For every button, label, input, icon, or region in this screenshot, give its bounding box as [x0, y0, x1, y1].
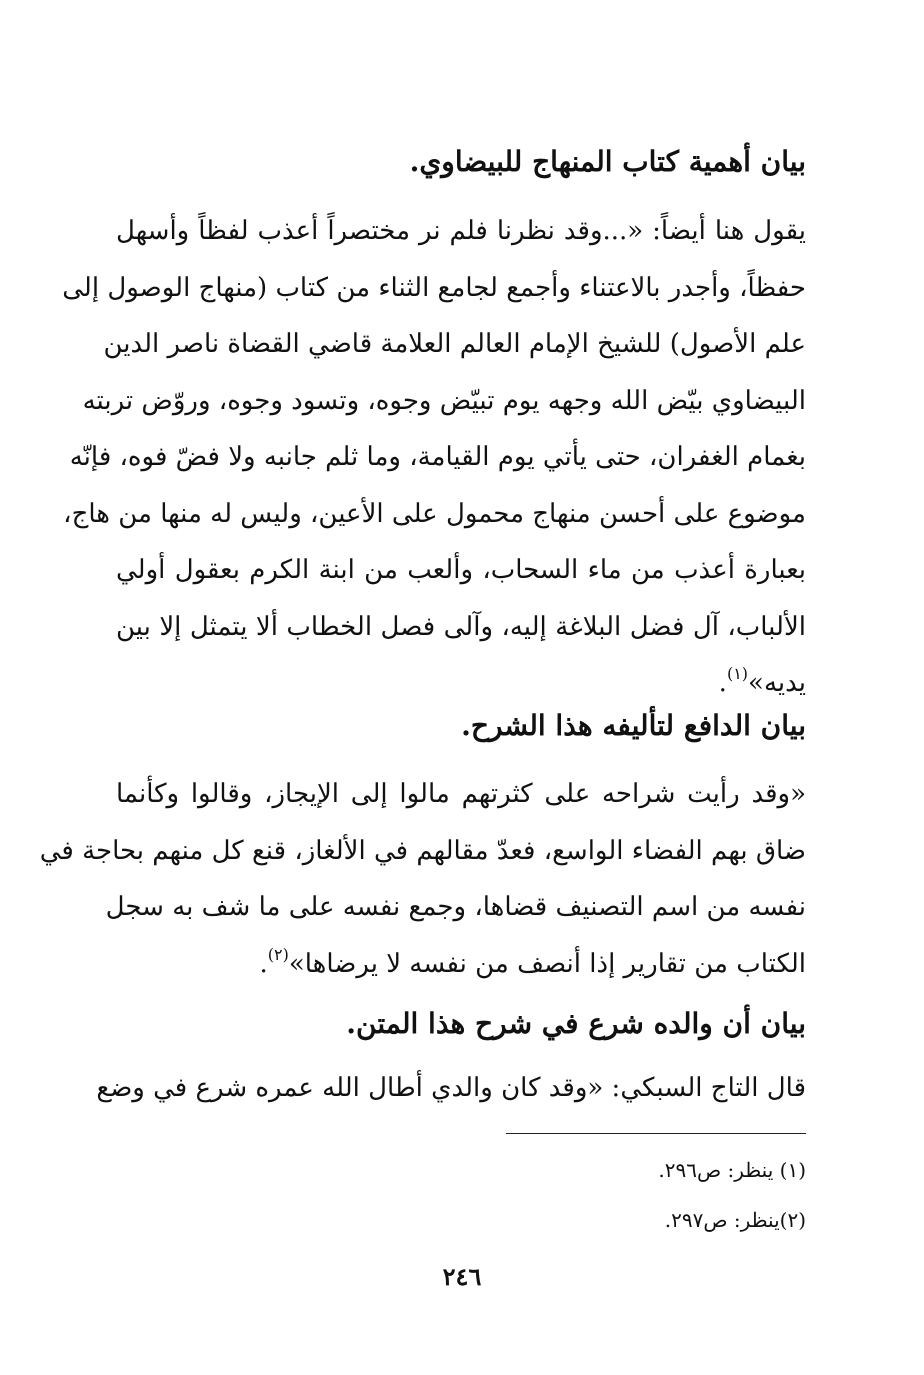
text-line: «وقد رأيت شراحه على كثرتهم مالوا إلى الإيجاز، وقالوا وكأنما — [116, 779, 806, 809]
text-line — [116, 655, 806, 712]
paragraph-importance — [62, 203, 807, 712]
section-heading-father: بيان أن والده شرع في شرح هذا المتن. — [346, 1007, 806, 1040]
section-heading-motive: بيان الدافع لتأليفه هذا الشرح. — [461, 709, 806, 742]
footnote-2: (٢)ينظر: ص٢٩٧. — [664, 1208, 806, 1232]
footnote-reference[interactable]: (٢) — [267, 944, 289, 964]
text-line-end: الكتاب من تقارير إذا أنصف من نفسه لا يرضاها» — [288, 948, 806, 979]
footnote-reference[interactable]: (١) — [726, 664, 749, 683]
sentence-end-mark: . — [718, 668, 727, 698]
page-number: ٢٤٦ — [442, 1262, 482, 1291]
text-line: قال التاج السبكي: «وقد كان والدي أطال الله عمره شرع في وضع — [96, 1073, 806, 1103]
text-line: علم الأصول) للشيخ الإمام العالم العلامة قاضي القضاة ناصر الدين — [103, 329, 806, 359]
text-line: البيضاوي بيّض الله وجهه يوم تبيّض وجوه، وتسود وجوه، وروّض تربته — [82, 385, 806, 416]
text-line: يقول هنا أيضاً: «...وقد نظرنا فلم نر مختصراً أعذب لفظاً وأسهل — [116, 216, 806, 246]
text-line: ضاق بهم الفضاء الواسع، فعدّ مقالهم في الألغاز، قنع كل منهم بحاجة في — [39, 835, 806, 866]
text-line — [116, 936, 806, 993]
section-heading-importance: بيان أهمية كتاب المنهاج للبيضاوي. — [409, 145, 806, 178]
sentence-end-mark: . — [259, 948, 268, 979]
footnote-divider — [506, 1133, 806, 1134]
text-line: حفظاً، وأجدر بالاعتناء وأجمع لجامع الثناء من كتاب (منهاج الوصول إلى — [62, 272, 806, 303]
text-line: بعبارة أعذب من ماء السحاب، وألعب من ابنة الكرم بعقول أولي — [116, 555, 807, 585]
text-line: نفسه من اسم التصنيف قضاها، وجمع نفسه على ما شف به سجل — [105, 892, 806, 922]
text-line: بغمام الغفران، حتى يأتي يوم القيامة، وما ثلم جانبه ولا فضّ فوه، فإنّه — [69, 442, 806, 472]
text-line-end: يديه» — [748, 668, 806, 698]
paragraph-motive — [39, 766, 806, 992]
text-line: الألباب، آل فضل البلاغة إليه، وآلى فصل الخطاب ألا يتمثل إلا بين — [116, 611, 806, 642]
text-line: موضوع على أحسن منهاج محمول على الأعين، وليس له منها من هاج، — [63, 498, 806, 529]
paragraph-father — [96, 1060, 806, 1117]
footnote-1: (١) ينظر: ص٢٩٦. — [658, 1158, 806, 1182]
